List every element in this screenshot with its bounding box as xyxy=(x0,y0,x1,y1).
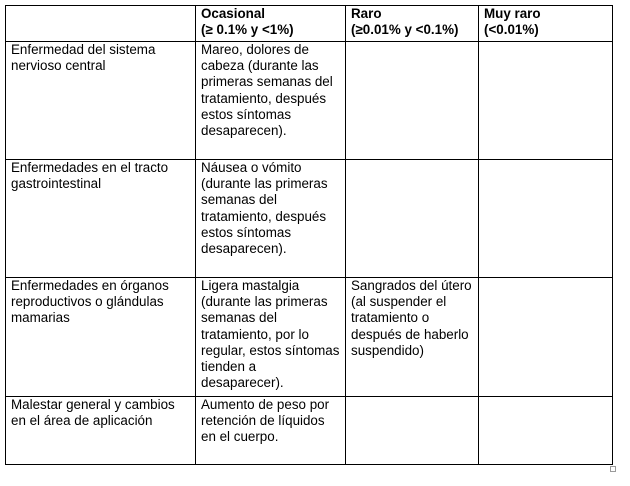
table-end-marker-icon xyxy=(610,466,616,472)
header-very-rare-title: Muy raro xyxy=(484,6,541,21)
table-row xyxy=(6,397,613,465)
header-cell-category xyxy=(6,6,196,42)
category-cell: Enfermedad del sistema nervioso central xyxy=(6,42,196,160)
rare-cell xyxy=(346,397,479,465)
table-row xyxy=(6,278,613,397)
table-header-row xyxy=(6,6,613,42)
table-row xyxy=(6,160,613,278)
header-occasional-range: (≥ 0.1% y <1%) xyxy=(201,22,294,38)
very-rare-cell xyxy=(479,42,613,160)
category-cell: Enfermedades en órganos reproductivos o glándulas mamarias xyxy=(6,278,196,397)
header-occasional-title: Ocasional xyxy=(201,6,266,21)
header-rare-title: Raro xyxy=(351,6,382,21)
occasional-cell: Aumento de peso por retención de líquidos en el cuerpo. xyxy=(196,397,346,465)
header-rare-range: (≥0.01% y <0.1%) xyxy=(351,22,459,38)
adverse-effects-frequency-table xyxy=(5,5,613,465)
table-row xyxy=(6,42,613,160)
header-very-rare-range: (<0.01%) xyxy=(484,22,539,38)
very-rare-cell xyxy=(479,160,613,278)
header-cell-occasional xyxy=(196,6,346,42)
category-cell: Enfermedades en el tracto gastrointestinal xyxy=(6,160,196,278)
category-cell: Malestar general y cambios en el área de aplicación xyxy=(6,397,196,465)
header-cell-rare xyxy=(346,6,479,42)
rare-cell: Sangrados del útero (al suspender el tratamiento o después de haberlo suspendido) xyxy=(346,278,479,397)
very-rare-cell xyxy=(479,397,613,465)
header-cell-very-rare xyxy=(479,6,613,42)
occasional-cell: Náusea o vómito (durante las primeras semanas del tratamiento, después estos síntomas desaparecen). xyxy=(196,160,346,278)
very-rare-cell xyxy=(479,278,613,397)
rare-cell xyxy=(346,42,479,160)
occasional-cell: Ligera mastalgia (durante las primeras semanas del tratamiento, por lo regular, estos síntomas tienden a desaparecer). xyxy=(196,278,346,397)
rare-cell xyxy=(346,160,479,278)
occasional-cell: Mareo, dolores de cabeza (durante las primeras semanas del tratamiento, después estos síntomas desaparecen). xyxy=(196,42,346,160)
